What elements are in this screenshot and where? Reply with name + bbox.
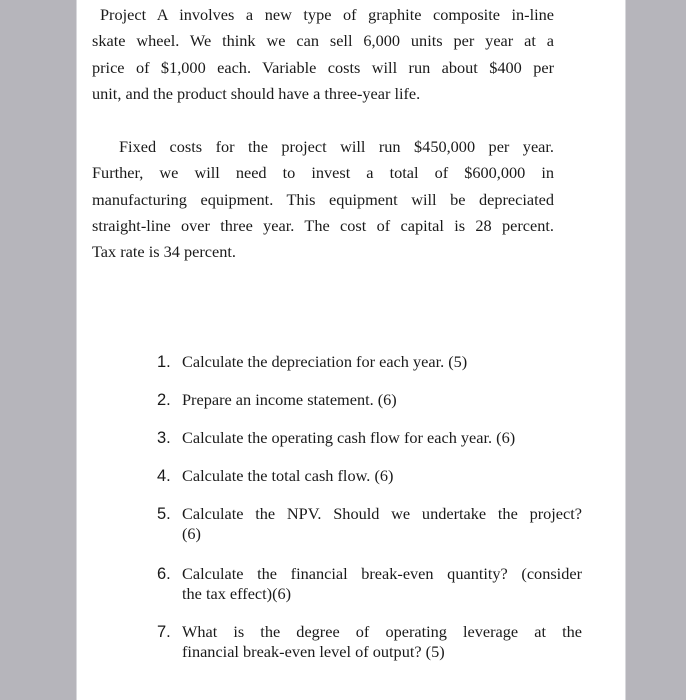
text-line: Calculate the total cash flow. (6) (182, 466, 394, 485)
question-text (182, 466, 582, 486)
question-number: 3. (157, 429, 171, 447)
text-line: What is the degree of operating leverage at the (182, 622, 582, 641)
text-line: unit, and the product should have a three-year life. (92, 83, 421, 103)
question-number: 5. (157, 505, 171, 523)
question-number: 4. (157, 467, 171, 485)
question-text (182, 390, 582, 410)
question-text (182, 428, 582, 448)
text-line: Prepare an income statement. (6) (182, 390, 397, 409)
question-text (182, 504, 582, 544)
question-number: 1. (157, 353, 171, 371)
text-line: the tax effect)(6) (182, 584, 292, 603)
text-line: Tax rate is 34 percent. (92, 242, 236, 262)
text-line: Fixed costs for the project will run $450,000 per year. (119, 137, 554, 156)
text-line: Calculate the operating cash flow for each year. (6) (182, 428, 516, 447)
question-text (182, 352, 582, 372)
question-number: 2. (157, 391, 171, 409)
text-line: Calculate the depreciation for each year. (5) (182, 352, 468, 371)
text-line: financial break-even level of output? (5) (182, 642, 445, 661)
document-page (76, 0, 626, 700)
text-line: Project A involves a new type of graphite composite in-line (100, 5, 554, 24)
text-line: straight-line over three year. The cost of capital is 28 percent. (92, 215, 554, 235)
paragraph-fixed-costs (92, 134, 554, 265)
question-number: 7. (157, 623, 171, 641)
question-text (182, 622, 582, 662)
text-line: Further, we will need to invest a total of $600,000 in (92, 163, 554, 183)
question-text (182, 564, 582, 604)
text-line: (6) (182, 524, 201, 543)
question-number: 6. (157, 565, 171, 583)
text-line: Calculate the NPV. Should we undertake the project? (182, 504, 582, 523)
text-line: price of $1,000 each. Variable costs will run about $400 per (92, 57, 554, 77)
text-line: Calculate the financial break-even quantity? (consider (182, 564, 582, 583)
text-line: manufacturing equipment. This equipment will be depreciated (92, 189, 554, 209)
paragraph-project-description (92, 2, 554, 107)
text-line: skate wheel. We think we can sell 6,000 units per year at a (92, 31, 554, 51)
